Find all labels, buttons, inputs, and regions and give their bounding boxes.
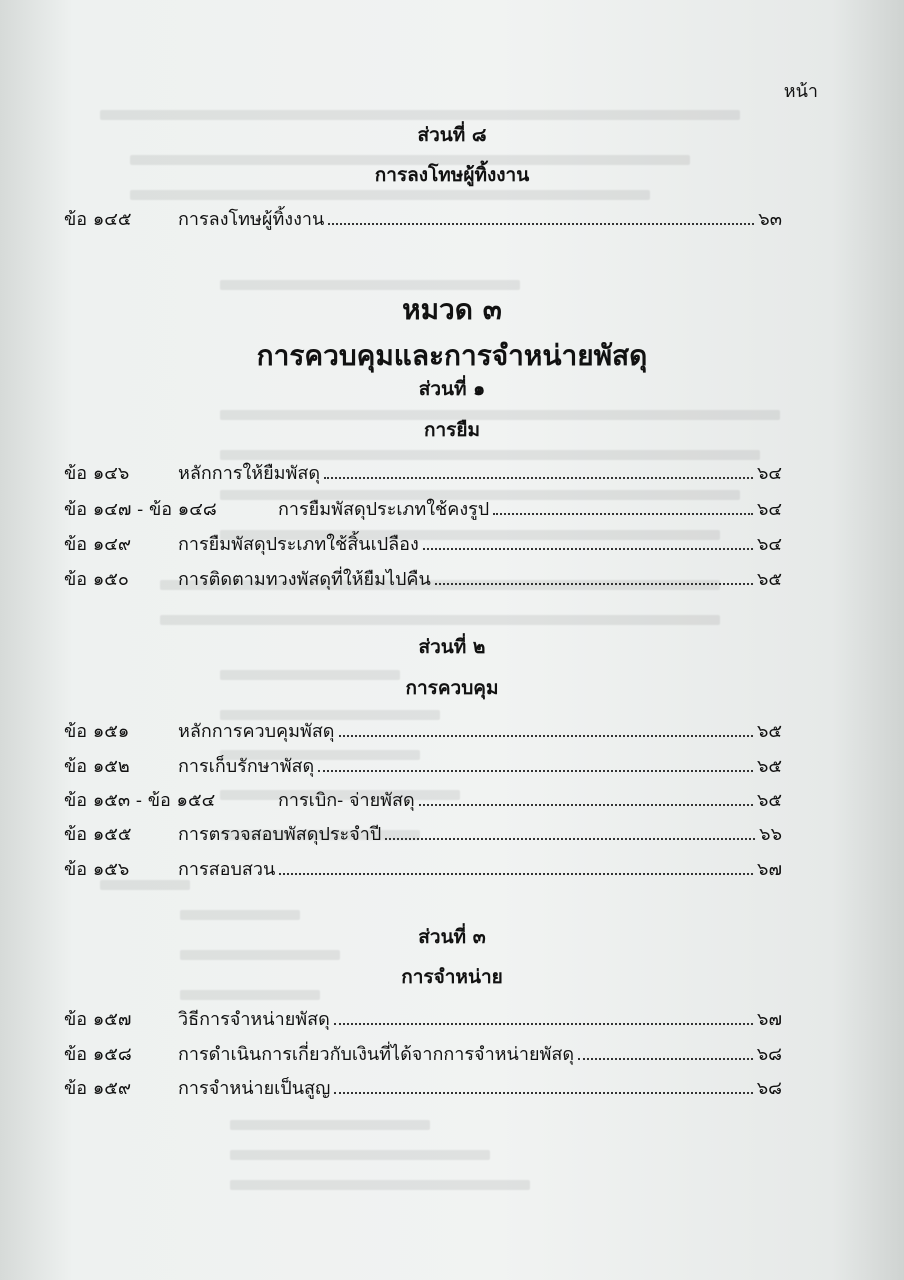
toc-entry[interactable] [64,716,782,742]
toc-entry[interactable] [64,854,782,880]
clause-number: ข้อ ๑๕๘ [64,1044,132,1065]
entry-title: การเก็บรักษาพัสดุ [178,756,315,777]
leader-dots [279,857,753,875]
section-subheading: การควบคุม [405,677,499,699]
leader-dots [578,1042,753,1060]
toc-entry[interactable] [64,204,782,230]
clause-number: ข้อ ๑๔๙ [64,534,132,555]
chapter-number: หมวด ๓ [402,293,502,326]
page-number: ๖๗ [757,859,782,880]
toc-entry[interactable] [64,1039,782,1065]
section-subheading: การจำหน่าย [401,966,503,988]
page-number: ๖๔ [756,463,782,484]
page-number: ๖๘ [756,1044,782,1065]
page-number: ๖๘ [756,1078,782,1099]
toc-entry[interactable] [64,819,782,845]
clause-number: ข้อ ๑๕๙ [64,1078,132,1099]
section-subheading: การลงโทษผู้ทิ้งงาน [374,164,530,186]
page-number: ๖๕ [756,721,782,742]
entry-title: การตรวจสอบพัสดุประจำปี [178,824,382,845]
toc-entry[interactable] [64,1004,782,1030]
leader-dots [328,207,754,225]
clause-number: ข้อ ๑๔๖ [64,463,130,484]
entry-title: การยืมพัสดุประเภทใช้สิ้นเปลือง [178,534,419,555]
clause-number: ข้อ ๑๕๓ - ข้อ ๑๕๔ [64,790,216,811]
leader-dots [334,1076,752,1094]
toc-entry[interactable] [64,1073,782,1099]
entry-title: วิธีการจำหน่ายพัสดุ [178,1009,330,1030]
clause-number: ข้อ ๑๕๗ [64,1009,132,1030]
toc-entry[interactable] [64,458,782,484]
toc-entry[interactable] [64,529,782,555]
chapter-title: การควบคุมและการจำหน่ายพัสดุ [256,339,648,372]
section-heading: ส่วนที่ ๒ [418,636,486,658]
leader-dots [435,567,753,585]
entry-title: การติดตามทวงพัสดุที่ให้ยืมไปคืน [178,569,431,590]
section-heading: ส่วนที่ ๑ [418,378,486,400]
page-number: ๖๔ [756,534,782,555]
clause-number: ข้อ ๑๕๕ [64,824,132,845]
leader-dots [318,754,753,772]
section-subheading: การยืม [423,419,481,441]
entry-title: การสอบสวน [178,859,276,880]
page-number: ๖๓ [758,209,782,230]
leader-dots [324,461,753,479]
toc-entry[interactable] [64,751,782,777]
page-number: ๖๗ [757,1009,782,1030]
page-number: ๖๖ [759,824,782,845]
entry-title: การดำเนินการเกี่ยวกับเงินที่ได้จากการจำหน่ายพัสดุ [178,1044,575,1065]
page-number: ๖๔ [756,499,782,520]
leader-dots [334,1007,753,1025]
page-number: ๖๕ [756,756,782,777]
entry-title: การลงโทษผู้ทิ้งงาน [178,209,325,230]
page-column-label: หน้า [783,81,818,102]
toc-entry[interactable] [64,494,782,520]
entry-title: การเบิก- จ่ายพัสดุ [278,790,415,811]
toc-entry[interactable] [64,564,782,590]
toc-entry[interactable] [64,785,782,811]
clause-number: ข้อ ๑๔๗ - ข้อ ๑๔๘ [64,499,217,520]
leader-dots [385,822,755,840]
clause-number: ข้อ ๑๕๒ [64,756,130,777]
page-number: ๖๕ [756,790,782,811]
clause-number: ข้อ ๑๕๖ [64,859,130,880]
entry-title: การจำหน่ายเป็นสูญ [178,1078,331,1099]
clause-number: ข้อ ๑๕๐ [64,569,129,590]
clause-number: ข้อ ๑๕๑ [64,721,130,742]
clause-number: ข้อ ๑๔๕ [64,209,132,230]
leader-dots [419,788,753,806]
entry-title: การยืมพัสดุประเภทใช้คงรูป [278,499,490,520]
section-heading: ส่วนที่ ๓ [418,926,486,948]
leader-dots [493,497,753,515]
section-heading: ส่วนที่ ๘ [417,124,487,146]
leader-dots [423,532,753,550]
page-number: ๖๕ [756,569,782,590]
entry-title: หลักการให้ยืมพัสดุ [178,463,321,484]
leader-dots [339,719,753,737]
entry-title: หลักการควบคุมพัสดุ [178,721,335,742]
